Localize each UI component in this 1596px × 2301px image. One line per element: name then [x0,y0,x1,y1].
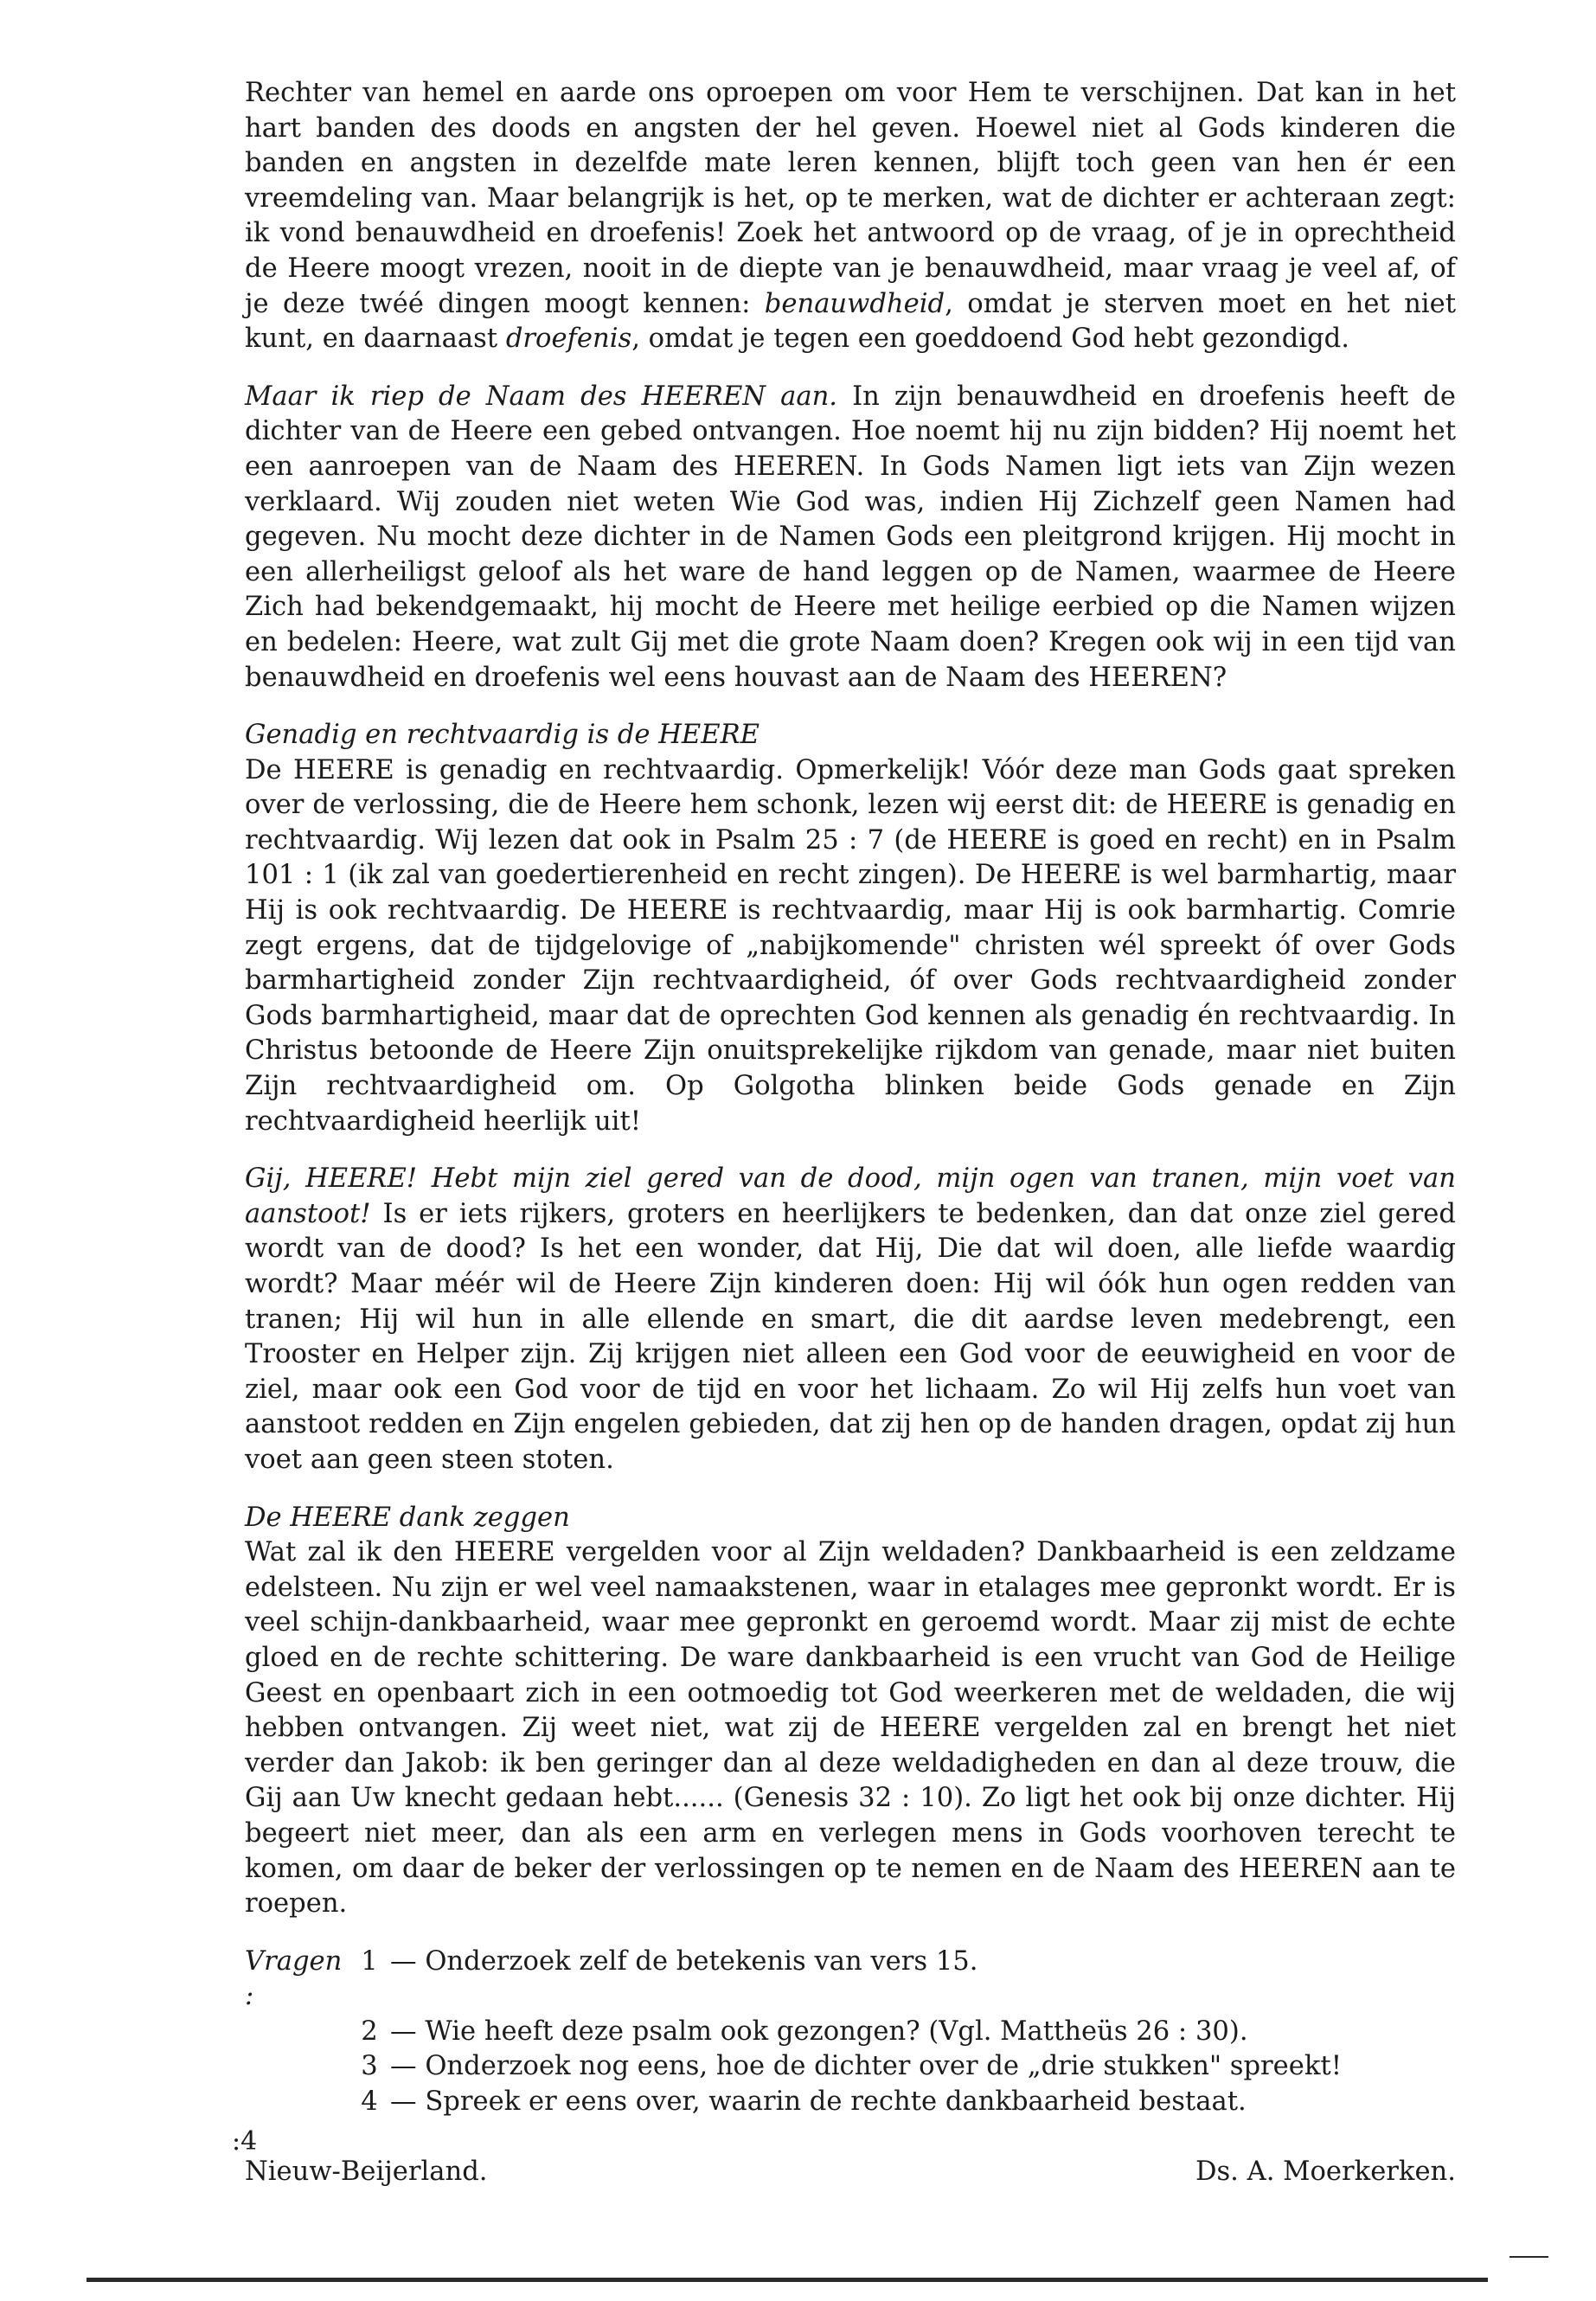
question-number: 1 [361,1945,378,1977]
corner-rule [1509,2256,1548,2258]
paragraph-5: De HEERE dank zeggen Wat zal ik den HEERE vergelden voor al Zijn weldaden? Dankbaarheid is een zeldzame edelsteen. Nu zijn er wel veel namaakstenen, waar in etalages mee gepronkt wordt. Er is veel schijn-dankbaarheid, waar mee gepronkt en geroemd wordt. Maar zij mist de echte gloed en de rechte schittering. De ware dankbaarheid is een vrucht van God de Heilige Geest en openbaart zich in een ootmoedig tot God weerkeren met de weldaden, die wij hebben ontvangen. Zij weet niet, wat zij de HEERE vergelden zal en brengt het niet verder dan Jakob: ik ben geringer dan al deze weldadigheden en dan al deze trouw, die Gij aan Uw knecht gedaan hebt...... (Genesis 32 : 10). Zo ligt het ook bij onze dichter. Hij begeert niet meer, dan als een arm en verlegen mens in Gods voorhoven terecht te komen, om daar de beker der verlossingen op te nemen en de Naam des HEEREN aan te roepen. [245,1502,1456,1920]
paragraph-2: Maar ik riep de Naam des HEEREN aan. In zijn benauwdheid en droefenis heeft de dichter van de Heere een gebed ontvangen. Hoe noemt hij nu zijn bidden? Hij noemt het een aanroepen van de Naam des HEEREN. In Gods Namen ligt iets van Zijn wezen verklaard. Wij zouden niet weten Wie God was, indien Hij Zichzelf geen Namen had gegeven. Nu mocht deze dichter in de Namen Gods een pleitgrond krijgen. Hij mocht in een allerheiligst geloof als het ware de hand leggen op de Namen, waarmee de Heere Zich had bekendgemaakt, hij mocht de Heere met heilige eerbied op die Namen wijzen en bedelen: Heere, wat zult Gij met die grote Naam doen? Kregen ook wij in een tijd van benauwdheid en droefenis wel eens houvast aan de Naam des HEEREN? [245,381,1456,693]
question-text: — Onderzoek zelf de betekenis van vers 15. [390,1945,978,1977]
author-name: Ds. A. Moerkerken. [1195,2156,1456,2187]
questions-list [245,1945,1456,2120]
question-text: — Onderzoek nog eens, hoe de dichter over de „drie stukken" spreekt! [390,2051,1343,2082]
question-number: 4 [361,2086,378,2118]
question-number: 2 [361,2016,378,2047]
paragraph-1: Rechter van hemel en aarde ons oproepen om voor Hem te verschijnen. Dat kan in het hart banden des doods en angsten der hel geven. Hoewel niet al Gods kinderen die banden en angsten in dezelfde mate leren kennen, blijft toch geen van hen ér een vreemdeling van. Maar belangrijk is het, op te merken, wat de dichter er achteraan zegt: ik vond benauwdheid en droefenis! Zoek het antwoord op de vraag, of je in oprechtheid de Heere moogt vrezen, nooit in de diepte van je benauwdheid, maar vraag je veel af, of je deze twéé dingen moogt kennen: benauwdheid, omdat je sterven moet en het niet kunt, en daarnaast droefenis, omdat je tegen een goeddoend God hebt gezondigd. [245,78,1456,355]
place-name: Nieuw-Beijerland. [245,2156,488,2187]
bottom-rule [87,2278,1488,2282]
quote-heading: Maar ik riep de Naam des HEEREN aan. [245,381,838,412]
question-number: 3 [361,2051,378,2082]
page-number: :4 [232,2126,258,2157]
section-heading-dank: De HEERE dank zeggen [245,1502,570,1533]
emphasis-benauwdheid: benauwdheid [764,288,945,319]
paragraph-3: Genadig en rechtvaardig is de HEERE De HEERE is genadig en rechtvaardig. Opmerkelijk! Vóór deze man Gods gaat spreken over de verlossing, die de Heere hem schonk, lezen wij eerst dit: de HEERE is genadig en rechtvaardig. Wij lezen dat ook in Psalm 25 : 7 (de HEERE is goed en recht) en in Psalm 101 : 1 (ik zal van goedertierenheid en recht zingen). De HEERE is wel barmhartig, maar Hij is ook rechtvaardig. De HEERE is rechtvaardig, maar Hij is ook barmhartig. Comrie zegt ergens, dat de tijdgelovige of „nabijkomende" christen wél spreekt óf over Gods barmhartigheid zonder Zijn rechtvaardigheid, óf over Gods rechtvaardigheid zonder Gods barmhartigheid, maar dat de oprechten God kennen als genadig én rechtvaardig. In Christus betoonde de Heere Zijn onuitsprekelijke rijkdom van genade, maar niet buiten Zijn rechtvaardigheid om. Op Golgotha blinken beide Gods genade en Zijn rechtvaardigheid heerlijk uit! [245,720,1456,1137]
signature-line [245,2155,1456,2190]
emphasis-droefenis: droefenis [505,324,632,355]
article-body [245,76,1456,2189]
question-text: — Spreek er eens over, waarin de rechte dankbaarheid bestaat. [390,2086,1247,2118]
quote-heading: Gij, HEERE! Hebt mijn ziel gered van de dood, mijn ogen van tranen, mijn voet van aanstoot! [245,1163,1456,1229]
question-text: — Wie heeft deze psalm ook gezongen? (Vgl. Mattheüs 26 : 30). [390,2016,1248,2047]
section-heading-genadig: Genadig en rechtvaardig is de HEERE [245,720,760,751]
paragraph-4: Gij, HEERE! Hebt mijn ziel gered van de dood, mijn ogen van tranen, mijn voet van aanstoot! Is er iets rijkers, groters en heerlijkers te bedenken, dan dat onze ziel gered wordt van de dood? Is het een wonder, dat Hij, Die dat wil doen, alle liefde waardig wordt? Maar méér wil de Heere Zijn kinderen doen: Hij wil óók hun ogen redden van tranen; Hij wil hun in alle ellende en smart, die dit aardse leven medebrengt, een Trooster en Helper zijn. Zij krijgen niet alleen een God voor de eeuwigheid en voor de ziel, maar ook een God voor de tijd en voor het lichaam. Zo wil Hij zelfs hun voet van aanstoot redden en Zijn engelen gebieden, dat zij hen op de handen dragen, opdat zij hun voet aan geen steen stoten. [245,1163,1456,1475]
questions-label: Vragen : [245,1945,343,2012]
